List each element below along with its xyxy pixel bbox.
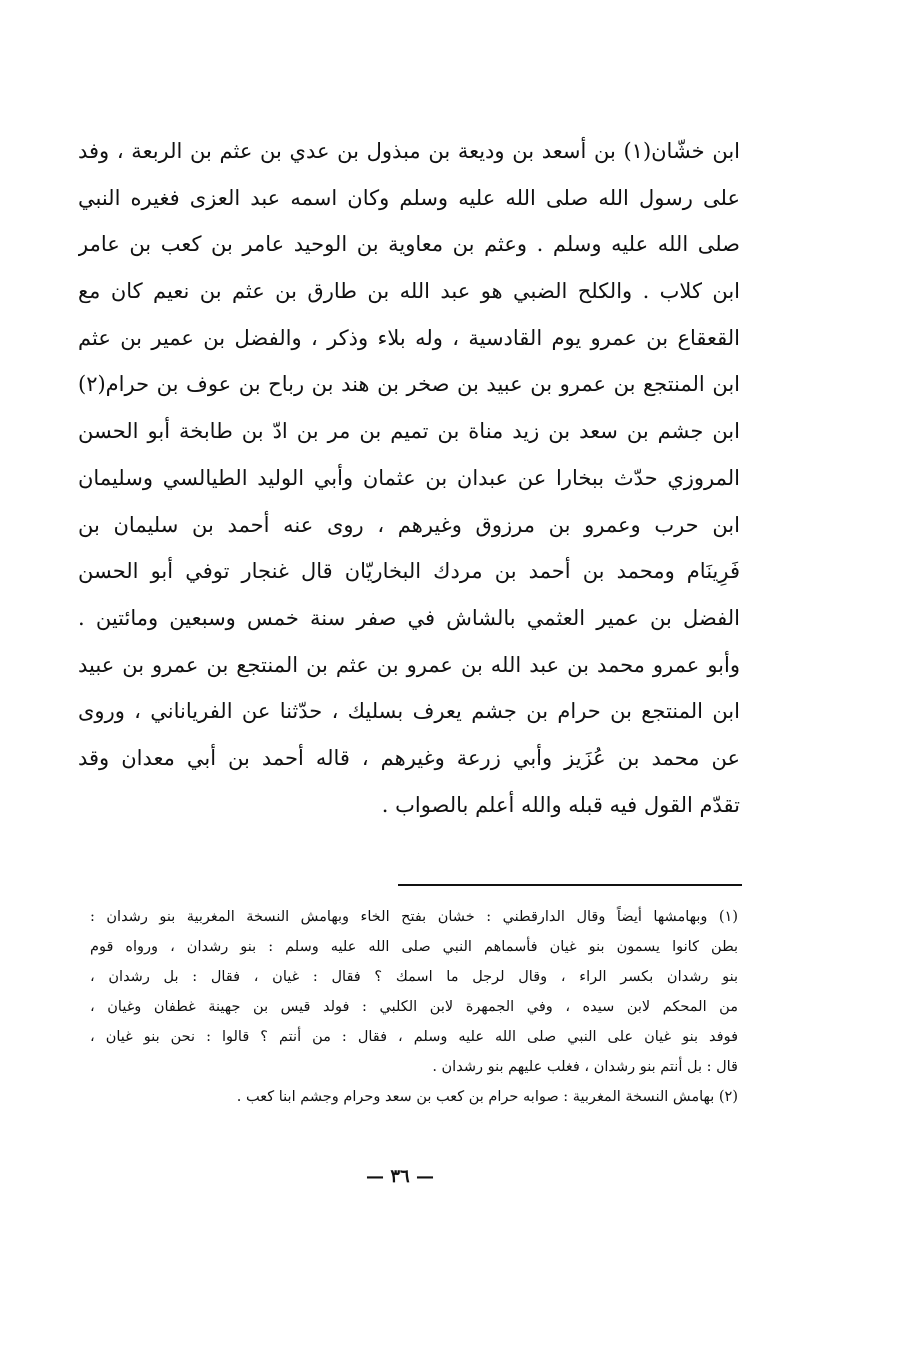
text-line: القعقاع بن عمرو يوم القادسية ، وله بلاء وذكر ، والفضل بن عمير بن عثم — [78, 325, 740, 350]
footnote-line: بطن كانوا يسمون بنو غيان فأسماهم النبي صلى الله عليه وسلم : بنو رشدان ، ورواه قوم — [90, 939, 738, 955]
footnotes — [90, 902, 738, 1112]
text-line: ابن خشّان(١) بن أسعد بن وديعة بن مبذول بن عدي بن عثم بن الربعة ، وفد — [78, 139, 740, 163]
text-line: وأبو عمرو محمد بن عبد الله بن عمرو بن عثم بن المنتجع بن عمرو بن عبيد — [78, 652, 740, 677]
text-line: عن محمد بن عُزَيز وأبي زرعة وغيرهم ، قاله أحمد بن أبي معدان وقد — [78, 745, 740, 770]
text-line: ابن المنتجع بن عمرو بن عبيد بن صخر بن هند بن رباح بن عوف بن حرام(٢) — [78, 372, 740, 397]
text-line: فَرِينَام ومحمد بن أحمد بن مردك البخاريّان قال غنجار توفي أبو الحسن — [78, 559, 740, 584]
footnote-line: من المحكم لابن سيده ، وفي الجمهرة لابن الكلبي : فولد قيس بن جهينة غطفان وغيان ، — [90, 999, 738, 1015]
text-line: على رسول الله صلى الله عليه وسلم وكان اسمه عبد العزى فغيره النبي — [78, 185, 740, 210]
text-line: المروزي حدّث ببخارا عن عبدان بن عثمان وأبي الوليد الطيالسي وسليمان — [78, 465, 740, 490]
footnote-line: (٢) بهامش النسخة المغربية : صوابه حرام بن كعب بن سعد وحرام وجشم ابنا كعب . — [236, 1089, 738, 1105]
footnote-divider — [398, 884, 742, 886]
main-text — [78, 128, 740, 828]
text-line: ابن حرب وعمرو بن مرزوق وغيرهم ، روى عنه أحمد بن سليمان بن — [78, 512, 740, 537]
text-line: ابن كلاب . والكلح الضبي هو عبد الله بن طارق بن عثم بن نعيم كان مع — [78, 279, 740, 304]
page-number: — ٣٦ — — [366, 1166, 434, 1187]
text-line: تقدّم القول فيه قبله والله أعلم بالصواب . — [381, 792, 740, 817]
text-line: ابن المنتجع بن حرام بن جشم يعرف بسليك ، حدّثنا عن الفرياناني ، وروى — [78, 699, 740, 724]
text-line: صلى الله عليه وسلم . وعثم بن معاوية بن الوحيد عامر بن كعب بن عامر — [78, 232, 740, 257]
text-line: الفضل بن عمير العثمي بالشاش في صفر سنة خمس وسبعين ومائتين . — [78, 605, 740, 630]
text-line: ابن جشم بن سعد بن زيد مناة بن تميم بن مر بن ادّ بن طابخة أبو الحسن — [78, 419, 740, 444]
footnote-line: قال : بل أنتم بنو رشدان ، فغلب عليهم بنو رشدان . — [432, 1059, 738, 1075]
footnote-line: بنو رشدان بكسر الراء ، وقال لرجل ما اسمك ؟ فقال : غيان ، فقال : بل رشدان ، — [90, 969, 738, 985]
footnote-line: (١) وبهامشها أيضاً وقال الدارقطني : خشان بفتح الخاء وبهامش النسخة المغربية بنو رشدان : — [90, 909, 738, 925]
footnote-line: فوفد بنو غيان على النبي صلى الله عليه وسلم ، فقال : من أنتم ؟ قالوا : نحن بنو غيان ، — [90, 1029, 738, 1045]
